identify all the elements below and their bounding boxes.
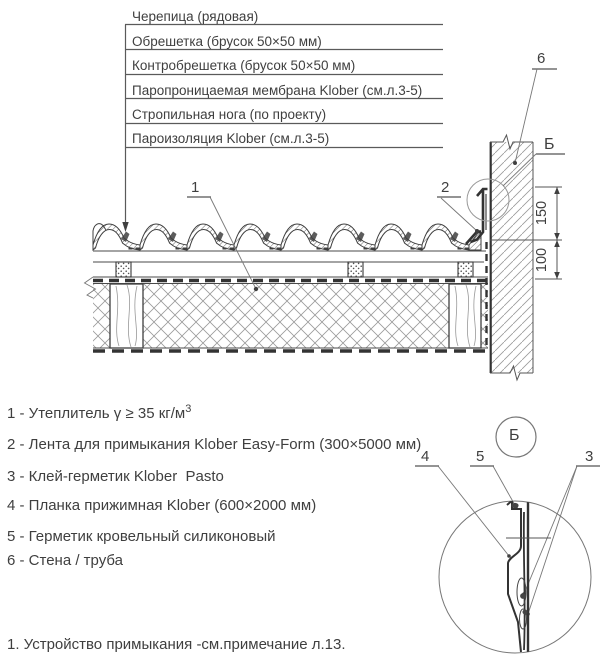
- marker-3: 3: [585, 448, 594, 465]
- batten-layer: [93, 251, 488, 277]
- detail-top-sealant: [511, 503, 518, 508]
- legend-item-6: 6 - Стена / труба: [7, 552, 123, 569]
- tile-layer: [93, 224, 481, 250]
- callout-leader-lines: [125, 25, 443, 225]
- detail-circle: [439, 501, 591, 653]
- callout-label-tile: Черепица (рядовая): [132, 9, 259, 24]
- note-text: 1. Устройство примыкания -см.примечание л.13.: [7, 636, 346, 653]
- rafter-left: [110, 284, 143, 348]
- detail-view: [439, 417, 594, 655]
- legend-item-5: 5 - Герметик кровельный силиконовый: [7, 528, 276, 545]
- marker-4: 4: [421, 448, 430, 465]
- callout-label-counterbatten: Контробрешетка (брусок 50×50 мм): [132, 58, 356, 73]
- detail-badge-letter: Б: [509, 427, 520, 444]
- callout-arrow: [122, 222, 128, 232]
- marker-5: 5: [476, 448, 485, 465]
- legend-item-3: 3 - Клей-герметик Klober Pasto: [7, 468, 224, 485]
- marker-2: 2: [441, 179, 450, 196]
- legend-item-2: 2 - Лента для примыкания Klober Easy-Form (300×5000 мм): [7, 436, 422, 453]
- legend-item-4: 4 - Планка прижимная Klober (600×2000 мм): [7, 497, 317, 514]
- marker-1: 1: [191, 179, 200, 196]
- detail-flashing: [507, 501, 521, 653]
- wall: [490, 135, 533, 380]
- callout-label-vapor-barrier: Пароизоляция Klober (см.л.3-5): [132, 131, 330, 146]
- dim-100-label: 100: [534, 247, 550, 273]
- detail-letter-b: Б: [544, 136, 555, 153]
- legend-item-1: 1 - Утеплитель γ ≥ 35 $кг/м^3$: [7, 403, 192, 422]
- marker-6: 6: [537, 50, 546, 67]
- dim-150-label: 150: [534, 200, 550, 226]
- callout-label-batten: Обрешетка (брусок 50×50 мм): [132, 34, 322, 49]
- rafter-right: [449, 284, 481, 348]
- callout-label-membrane: Паропроницаемая мембрана Klober (см.л.3-5): [132, 83, 423, 98]
- counterbatten-squares: [116, 262, 473, 277]
- callout-label-rafter: Стропильная нога (по проекту): [132, 107, 327, 122]
- insulation-layer: [85, 277, 489, 348]
